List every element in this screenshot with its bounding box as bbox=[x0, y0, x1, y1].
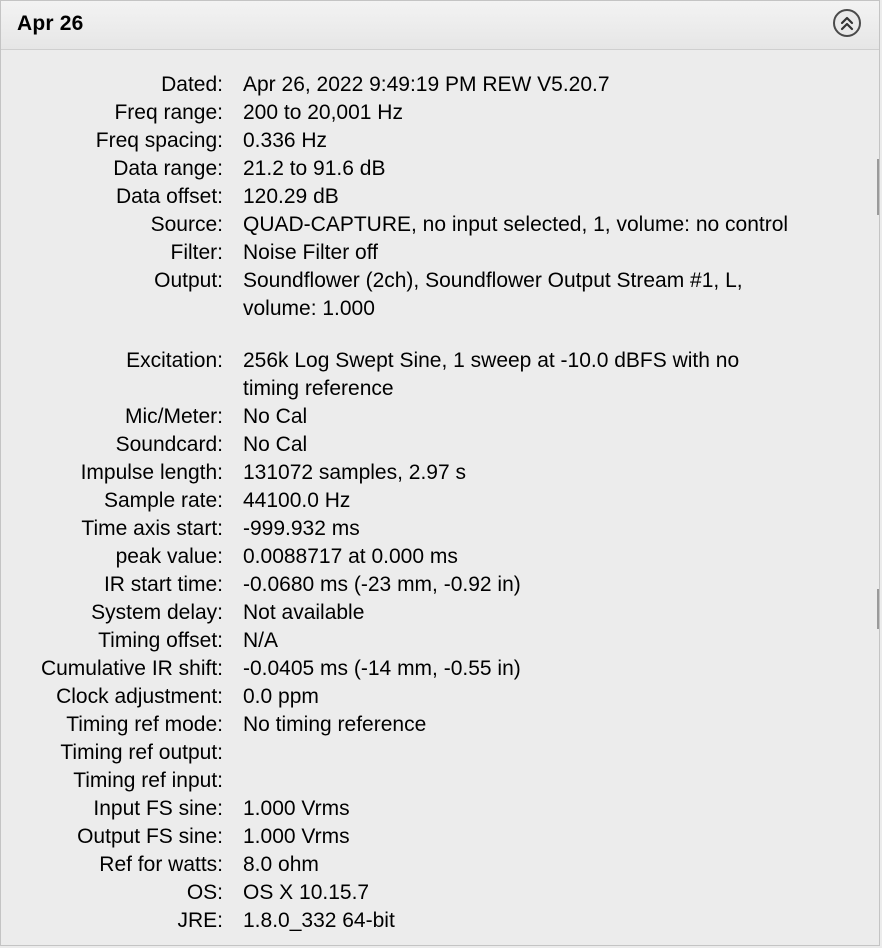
info-label: Filter: bbox=[170, 241, 223, 264]
info-row bbox=[1, 711, 879, 739]
info-label: peak value: bbox=[115, 545, 223, 568]
info-row bbox=[1, 239, 879, 267]
info-label: Source: bbox=[150, 213, 223, 236]
info-value: 200 to 20,001 Hz bbox=[243, 101, 403, 124]
info-label: Cumulative IR shift: bbox=[40, 657, 223, 680]
info-row bbox=[1, 739, 879, 767]
info-label: Dated: bbox=[161, 73, 223, 96]
info-row bbox=[1, 459, 879, 487]
info-value: OS X 10.15.7 bbox=[243, 881, 370, 904]
double-chevron-up-icon[interactable] bbox=[833, 9, 861, 37]
info-row bbox=[1, 795, 879, 823]
info-label: Freq spacing: bbox=[95, 129, 223, 152]
info-value: 0.0088717 at 0.000 ms bbox=[243, 545, 458, 568]
info-value: 1.000 Vrms bbox=[243, 797, 350, 820]
panel-header[interactable] bbox=[1, 1, 879, 50]
info-row bbox=[1, 543, 879, 571]
info-row bbox=[1, 907, 879, 935]
info-value: Noise Filter off bbox=[243, 241, 378, 264]
info-value: -999.932 ms bbox=[243, 517, 360, 540]
info-label: Input FS sine: bbox=[93, 797, 223, 820]
info-row bbox=[1, 627, 879, 655]
info-row bbox=[1, 655, 879, 683]
info-row bbox=[1, 823, 879, 851]
info-row bbox=[1, 127, 879, 155]
info-group-measurement bbox=[1, 71, 879, 323]
info-row bbox=[1, 403, 879, 431]
info-label: Clock adjustment: bbox=[56, 685, 223, 708]
info-row bbox=[1, 71, 879, 99]
info-label: System delay: bbox=[91, 601, 223, 624]
info-label: Soundcard: bbox=[115, 433, 223, 456]
info-value: 1.000 Vrms bbox=[243, 825, 350, 848]
info-value: No Cal bbox=[243, 433, 308, 456]
info-label: Time axis start: bbox=[81, 517, 223, 540]
info-value: 44100.0 Hz bbox=[243, 489, 351, 512]
info-row bbox=[1, 211, 879, 239]
info-value bbox=[243, 739, 859, 767]
info-value: QUAD-CAPTURE, no input selected, 1, volume: no control bbox=[243, 213, 789, 236]
info-label: IR start time: bbox=[103, 573, 223, 596]
info-label: Timing ref mode: bbox=[66, 713, 223, 736]
info-row bbox=[1, 431, 879, 459]
info-label: Data offset: bbox=[115, 185, 223, 208]
info-value: Soundflower (2ch), Soundflower Output Stream #1, L, volume: 1.000 bbox=[243, 269, 743, 320]
info-group-details bbox=[1, 347, 879, 935]
info-label: Excitation: bbox=[126, 349, 223, 372]
info-label: Sample rate: bbox=[103, 489, 223, 512]
info-label: Mic/Meter: bbox=[124, 405, 223, 428]
info-row bbox=[1, 155, 879, 183]
info-label: Output FS sine: bbox=[77, 825, 223, 848]
info-value: 1.8.0_332 64-bit bbox=[243, 909, 395, 932]
info-value: 0.0 ppm bbox=[243, 685, 319, 708]
info-value: No Cal bbox=[243, 405, 308, 428]
info-value: Not available bbox=[243, 601, 365, 624]
info-row bbox=[1, 267, 879, 323]
scrollbar-edge[interactable] bbox=[877, 159, 879, 215]
info-label: Data range: bbox=[113, 157, 223, 180]
info-row bbox=[1, 347, 879, 403]
info-row bbox=[1, 683, 879, 711]
info-value: No timing reference bbox=[243, 713, 427, 736]
info-value: 256k Log Swept Sine, 1 sweep at -10.0 dBFS with no timing reference bbox=[243, 349, 740, 400]
info-value: -0.0405 ms (-14 mm, -0.55 in) bbox=[243, 657, 521, 680]
panel-title: Apr 26 bbox=[17, 12, 84, 35]
info-content bbox=[1, 71, 879, 935]
info-value bbox=[243, 767, 859, 795]
info-row bbox=[1, 487, 879, 515]
info-row bbox=[1, 183, 879, 211]
info-label: Freq range: bbox=[114, 101, 223, 124]
info-row bbox=[1, 767, 879, 795]
scrollbar-edge[interactable] bbox=[877, 589, 879, 629]
info-row bbox=[1, 851, 879, 879]
info-label: JRE: bbox=[177, 909, 223, 932]
info-value: 120.29 dB bbox=[243, 185, 339, 208]
info-label: Impulse length: bbox=[80, 461, 223, 484]
info-row bbox=[1, 515, 879, 543]
info-row bbox=[1, 571, 879, 599]
info-label: Ref for watts: bbox=[99, 853, 223, 876]
info-label: Timing ref input: bbox=[73, 769, 223, 792]
info-value: Apr 26, 2022 9:49:19 PM REW V5.20.7 bbox=[243, 73, 610, 96]
info-value: 0.336 Hz bbox=[243, 129, 328, 152]
info-row bbox=[1, 99, 879, 127]
info-label: OS: bbox=[186, 881, 223, 904]
info-value: -0.0680 ms (-23 mm, -0.92 in) bbox=[243, 573, 521, 596]
info-row bbox=[1, 879, 879, 907]
info-value: 21.2 to 91.6 dB bbox=[243, 157, 386, 180]
info-label: Timing ref output: bbox=[60, 741, 223, 764]
info-label: Timing offset: bbox=[98, 629, 223, 652]
info-row bbox=[1, 599, 879, 627]
info-label: Output: bbox=[154, 269, 223, 292]
info-value: N/A bbox=[243, 629, 279, 652]
info-value: 8.0 ohm bbox=[243, 853, 319, 876]
group-spacer bbox=[1, 323, 879, 347]
info-value: 131072 samples, 2.97 s bbox=[243, 461, 466, 484]
